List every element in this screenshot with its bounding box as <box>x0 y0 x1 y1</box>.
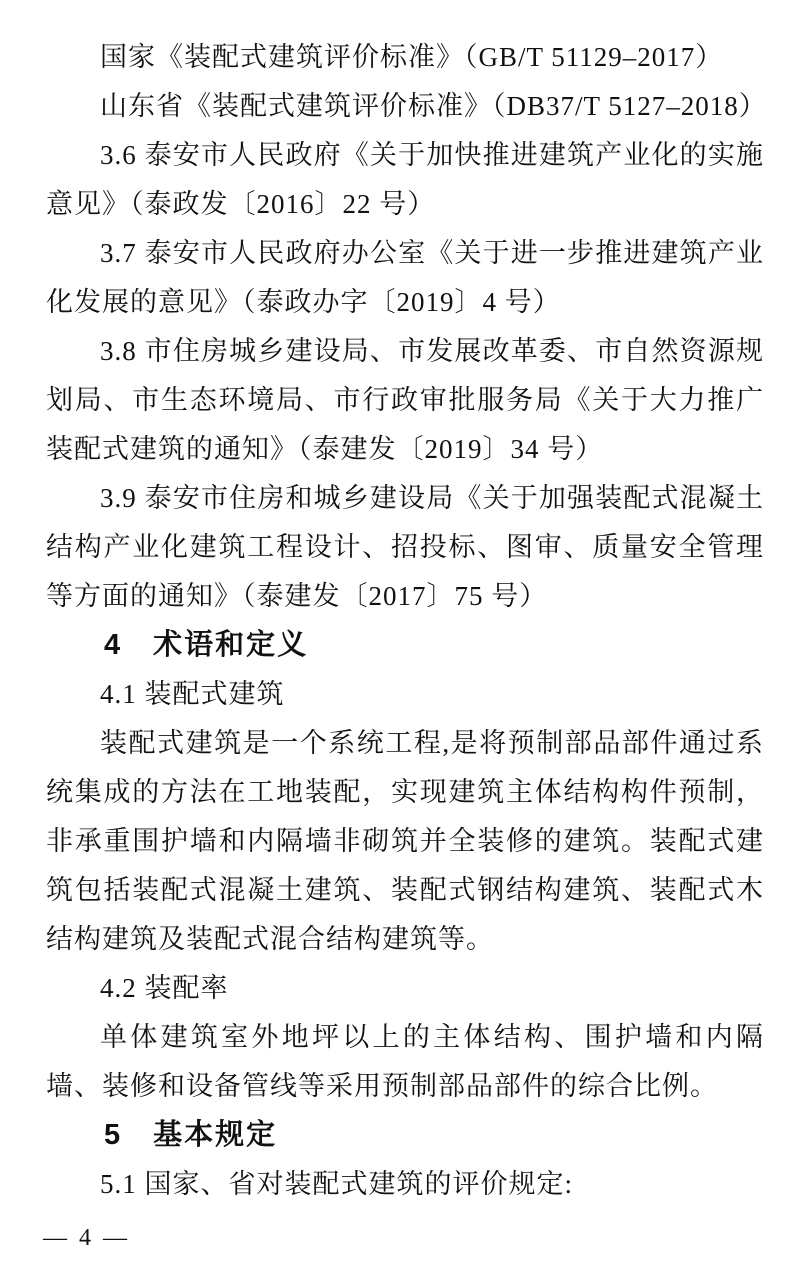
paragraph-ref-3-7: 3.7 泰安市人民政府办公室《关于进一步推进建筑产业化发展的意见》（泰政办字〔2019〕4 号） <box>46 238 764 317</box>
paragraph-definition-assembly-rate: 单体建筑室外地坪以上的主体结构、围护墙和内隔墙、装修和设备管线等采用预制部品部件的综合比例。 <box>46 1022 764 1101</box>
clause-5-1-title: 5.1 国家、省对装配式建筑的评价规定: <box>100 1169 574 1199</box>
clause-4-1-title: 4.1 装配式建筑 <box>100 679 285 709</box>
paragraph-definition-prefab-building: 装配式建筑是一个系统工程,是将预制部品部件通过系统集成的方法在工地装配，实现建筑主体结构构件预制，非承重围护墙和内隔墙非砌筑并全装修的建筑。装配式建筑包括装配式混凝土建筑、装配式钢结构建筑、装配式木结构建筑及装配式混合结构建筑等。 <box>46 728 764 954</box>
paragraph-ref-3-8: 3.8 市住房城乡建设局、市发展改革委、市自然资源规划局、市生态环境局、市行政审批服务局《关于大力推广装配式建筑的通知》（泰建发〔2019〕34 号） <box>46 336 764 464</box>
paragraph-ref-3-6: 3.6 泰安市人民政府《关于加快推进建筑产业化的实施意见》（泰政发〔2016〕22 号） <box>46 140 764 219</box>
page-number: — 4 — <box>43 1225 130 1251</box>
section-heading-4-terms: 4 术语和定义 <box>104 629 309 661</box>
paragraph-standard-national: 国家《装配式建筑评价标准》（GB/T 51129–2017） <box>100 42 724 72</box>
section-heading-5-basic-rules: 5 基本规定 <box>104 1119 278 1151</box>
clause-4-2-title: 4.2 装配率 <box>100 973 229 1003</box>
paragraph-standard-shandong: 山东省《装配式建筑评价标准》（DB37/T 5127–2018） <box>100 91 767 121</box>
paragraph-ref-3-9: 3.9 泰安市住房和城乡建设局《关于加强装配式混凝土结构产业化建筑工程设计、招投标、图审、质量安全管理等方面的通知》（泰建发〔2017〕75 号） <box>46 483 764 611</box>
